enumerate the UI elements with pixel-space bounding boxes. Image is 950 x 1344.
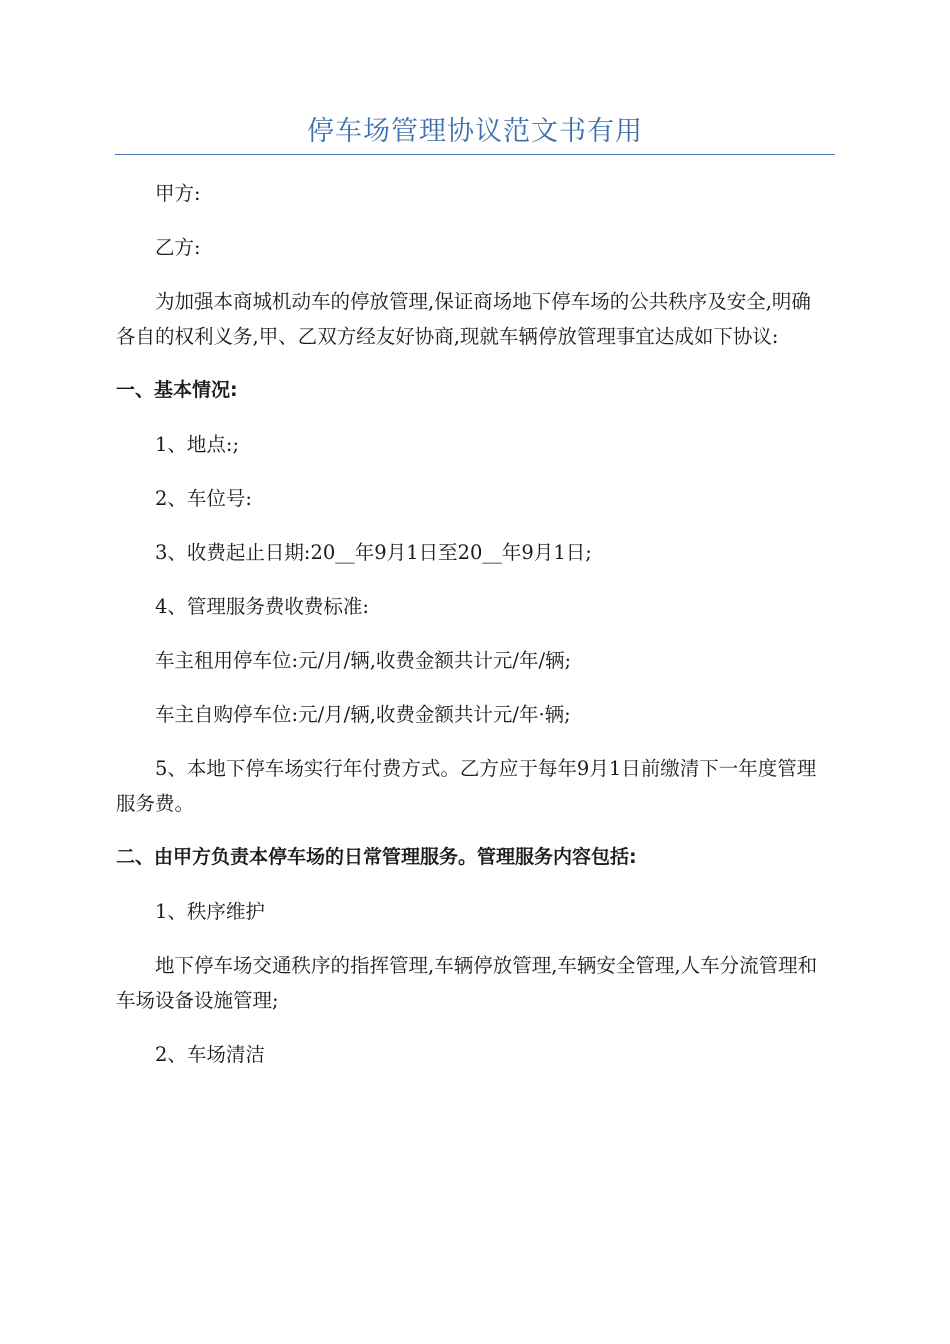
fee-own-line: 车主自购停车位:元/月/辆,收费金额共计元/年·辆; (155, 703, 571, 726)
fee-rent-line: 车主租用停车位:元/月/辆,收费金额共计元/年/辆; (155, 649, 572, 672)
section-1-item-1: 1、地点:; (155, 433, 240, 456)
section-1-item-3: 3、收费起止日期:20__年9月1日至20__年9月1日; (155, 541, 592, 564)
intro-paragraph: 为加强本商城机动车的停放管理,保证商场地下停车场的公共秩序及安全,明确各自的权利义务,甲、乙双方经友好协商,现就车辆停放管理事宜达成如下协议: (116, 290, 811, 348)
section-1-item-4: 4、管理服务费收费标准: (155, 595, 369, 618)
section-1-item-5: 5、本地下停车场实行年付费方式。乙方应于每年9月1日前缴清下一年度管理服务费。 (116, 757, 817, 815)
section-2-heading: 二、由甲方负责本停车场的日常管理服务。管理服务内容包括: (116, 846, 637, 868)
section-1-heading: 一、基本情况: (116, 379, 238, 401)
section-1-item-2: 2、车位号: (155, 487, 252, 510)
section-2-item-2: 2、车场清洁 (155, 1043, 265, 1066)
document-title: 停车场管理协议范文书有用 (307, 116, 643, 147)
party-a-line: 甲方: (155, 182, 201, 205)
party-b-line: 乙方: (155, 236, 201, 259)
section-2-item-1: 1、秩序维护 (155, 900, 265, 923)
title-underline (115, 154, 835, 155)
section-2-item-1-text: 地下停车场交通秩序的指挥管理,车辆停放管理,车辆安全管理,人车分流管理和车场设备设施管理; (116, 954, 818, 1012)
document-body (116, 176, 824, 1091)
